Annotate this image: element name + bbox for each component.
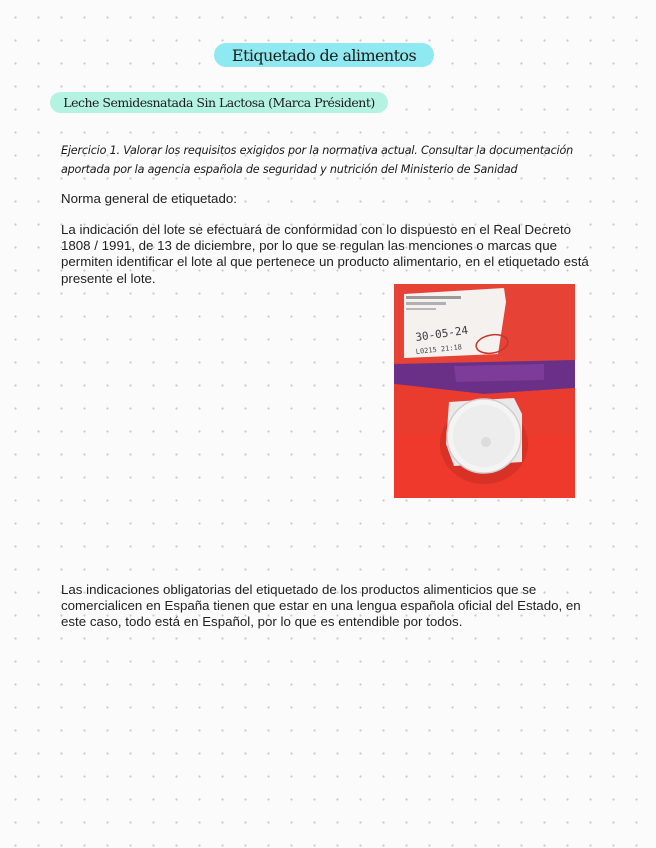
product-subtitle: Leche Semidesnatada Sin Lactosa (Marca Président) [50,92,388,113]
milk-carton-illustration [394,284,575,498]
product-photo [394,284,575,498]
lot-paragraph: La indicación del lote se efectuará de conformidad con lo dispuesto en el Real Decreto 1808 / 1991, de 13 de diciembre, por lo que se regulan las menciones o marcas que permiten identificar el lote al que pertenece un producto alimentario, en el etiquetado está presente el lote. [61,222,589,286]
section-heading: Norma general de etiquetado: [61,191,237,206]
page-title: Etiquetado de alimentos [214,43,434,67]
language-paragraph: Las indicaciones obligatorias del etiquetado de los productos alimenticios que se comercialicen en España tienen que estar en una lengua española oficial del Estado, en este caso, todo está en Español, por lo que es entendible por todos. [61,582,581,630]
photo-date-stamp: 30-05-24 [414,323,469,344]
exercise-statement: Ejercicio 1. Valorar los requisitos exigidos por la normativa actual. Consultar la documentación aportada por la agencia española de seguridad y nutrición del Ministerio de Sanidad [61,144,573,176]
photo-lot-stamp: L0215 21:18 [415,343,463,356]
